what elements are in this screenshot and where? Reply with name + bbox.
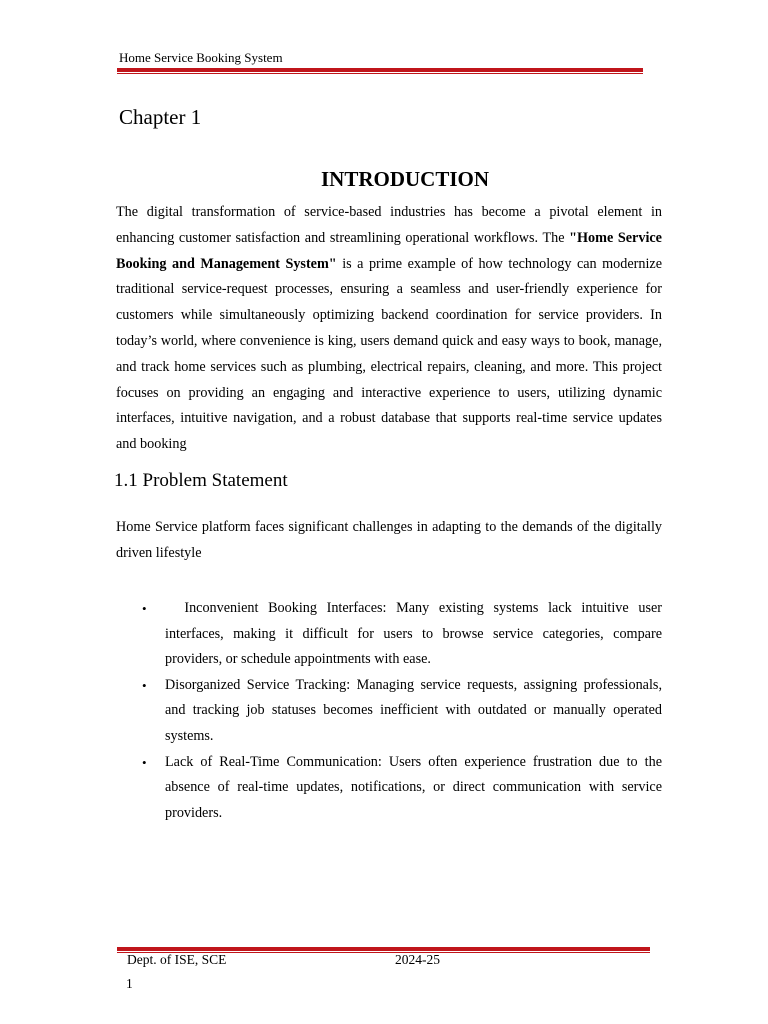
bullet-text: Inconvenient Booking Interfaces: Many existing systems lack intuitive user interfaces, making it difficult for users to browse service categories, compare providers, or schedule appointments with ease. [165,600,666,668]
bullet-icon: • [142,677,147,693]
footer-academic-year: 2024-25 [395,952,440,967]
list-item [142,673,662,750]
chapter-label: Chapter 1 [119,105,202,129]
bullet-icon: • [142,754,147,770]
list-item [142,750,662,827]
intro-text-start: The digital transformation of service-based industries has become a pivotal element in enhancing customer satisfaction and streamlining operational workflows. The [116,204,662,246]
intro-bold-phrase: "Home Service Booking and Management System" [116,229,662,272]
intro-paragraph [116,200,662,458]
bullet-text: Disorganized Service Tracking: Managing service requests, assigning professionals, and tracking job statuses becomes inefficient with outdated or manually operated systems. [165,676,662,744]
intro-text-end: is a prime example of how technology can modernize traditional service-request processes, ensuring a seamless and user-friendly experience for customers while simultaneously optimizing backend coordination for service providers. In today’s world, where convenience is king, users demand quick and easy ways to book, manage, and track home services such as plumbing, electrical repairs, cleaning, and more. This project focuses on providing an engaging and interactive experience to users, utilizing dynamic interfaces, intuitive navigation, and a robust database that supports real-time service updates and booking [116,255,663,453]
problem-paragraph: Home Service platform faces significant challenges in adapting to the demands of the digitally driven lifestyle [116,519,662,561]
list-item [142,596,666,673]
bullet-text: Lack of Real-Time Communication: Users often experience frustration due to the absence of real-time updates, notifications, or direct communication with service providers. [165,753,662,821]
section-heading-problem-statement: 1.1 Problem Statement [114,470,288,491]
problem-bullet-list [142,596,666,826]
bullet-icon: • [142,601,147,616]
page-number: 1 [126,976,133,991]
header-rule [117,68,643,75]
header-rule-thick [117,68,643,72]
footer-rule-thick [117,947,650,951]
footer-department: Dept. of ISE, SCE [127,952,227,967]
header-rule-thin [117,73,643,74]
running-header: Home Service Booking System [119,50,283,65]
chapter-title: INTRODUCTION [320,167,490,191]
